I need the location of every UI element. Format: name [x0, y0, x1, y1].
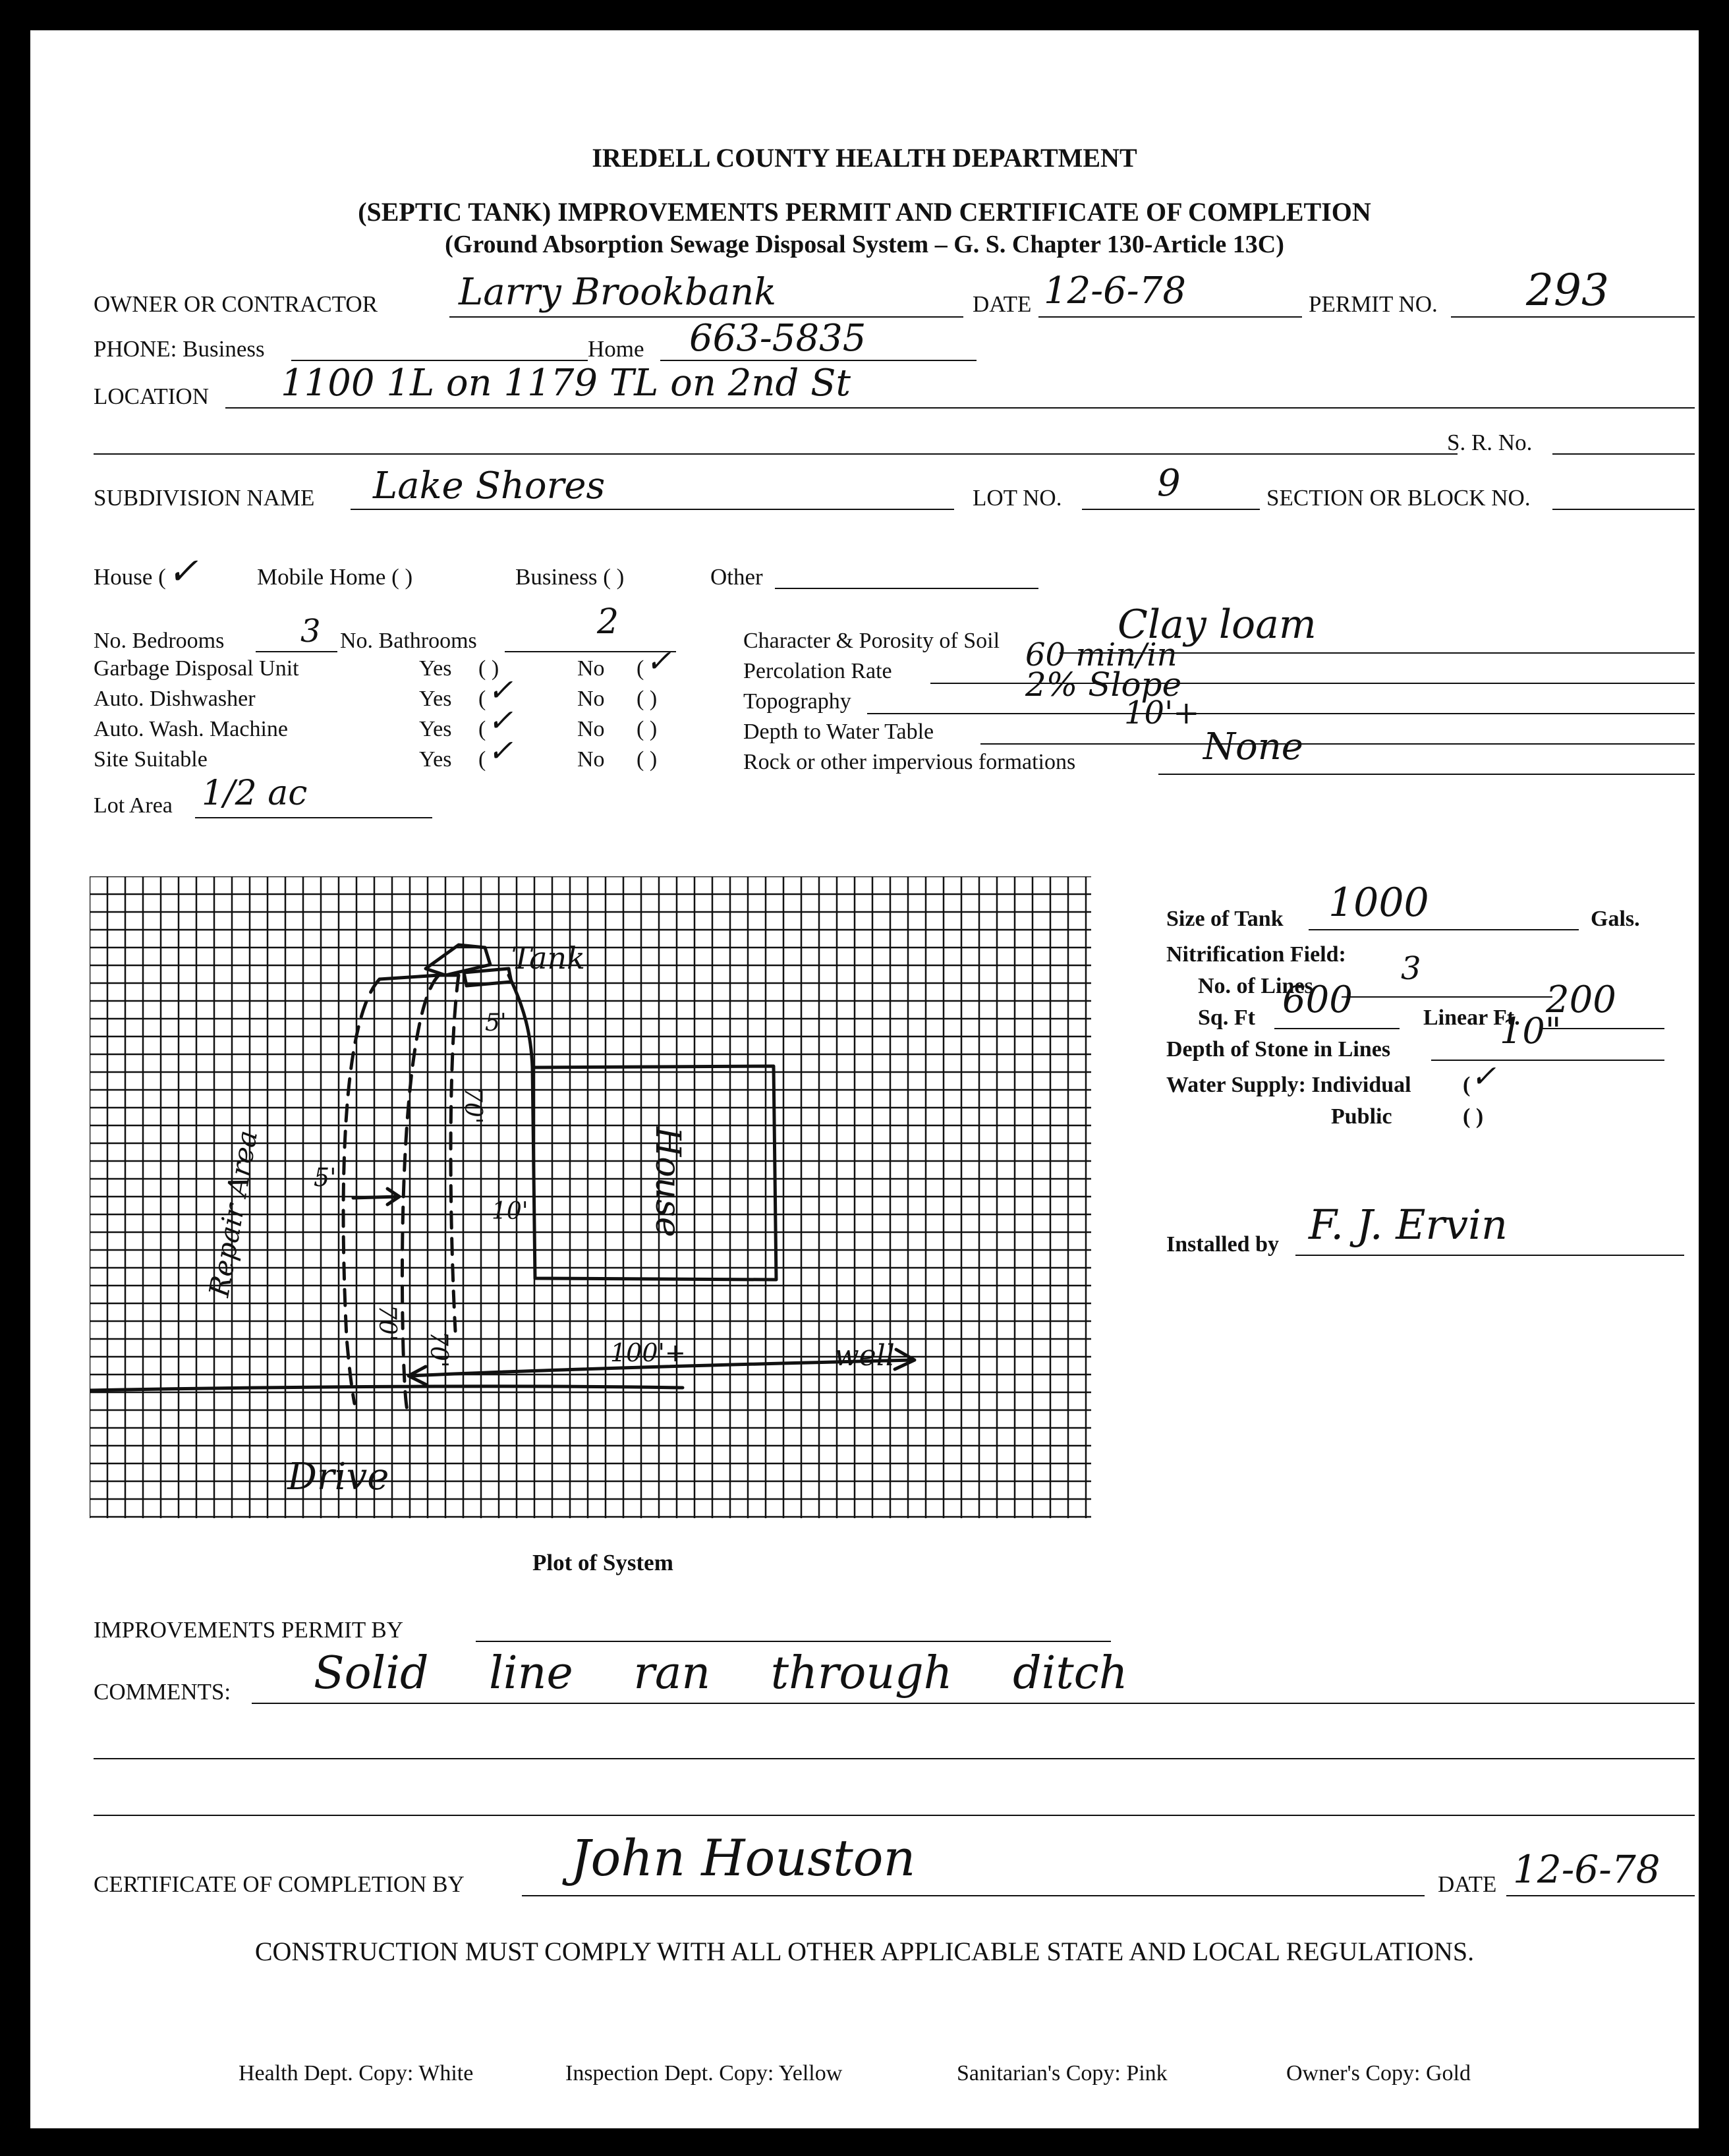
- lines-line: [1342, 996, 1552, 998]
- site-label: Site Suitable: [94, 747, 208, 772]
- home-phone-value[interactable]: 663-5835: [689, 317, 866, 360]
- installed-by-label: Installed by: [1166, 1232, 1279, 1257]
- compliance-notice: CONSTRUCTION MUST COMPLY WITH ALL OTHER APPLICABLE STATE AND LOCAL REGULATIONS.: [254, 1937, 1475, 1966]
- site-yes-box[interactable]: (: [478, 747, 486, 772]
- topography-line: [867, 713, 1695, 714]
- comments-line-3: [94, 1815, 1695, 1816]
- stone-depth-label: Depth of Stone in Lines: [1166, 1037, 1391, 1062]
- lot-label: LOT NO.: [973, 485, 1062, 511]
- dishwasher-yes-box[interactable]: (: [478, 687, 486, 711]
- certificate-date-line: [1506, 1895, 1695, 1896]
- washer-yes-box[interactable]: (: [478, 717, 486, 741]
- tank-size-label: Size of Tank: [1166, 907, 1284, 931]
- sqft-value[interactable]: 600: [1282, 979, 1353, 1021]
- water-supply-label: Water Supply: Individual: [1166, 1073, 1411, 1097]
- tank-size-value[interactable]: 1000: [1328, 880, 1429, 926]
- garbage-yes-box[interactable]: ( ): [478, 656, 499, 681]
- washer-yes-checkmark[interactable]: ✓: [488, 702, 513, 738]
- water-table-line: [980, 743, 1695, 745]
- water-table-value[interactable]: 10'+: [1124, 695, 1200, 731]
- form-subtitle: (Ground Absorption Sewage Disposal System – G. S. Chapter 130-Article 13C): [445, 231, 1284, 258]
- bedrooms-line: [256, 651, 337, 652]
- permit-by-line: [476, 1641, 1111, 1642]
- phone-business-label: PHONE: Business: [94, 336, 265, 362]
- offset-arrow: [353, 1197, 398, 1198]
- water-public-label: Public: [1331, 1104, 1392, 1129]
- permit-label: PERMIT NO.: [1309, 291, 1438, 317]
- topography-label: Topography: [743, 689, 851, 714]
- soil-value[interactable]: Clay loam: [1118, 602, 1317, 648]
- plot-offset-a: 5': [314, 1163, 337, 1192]
- section-label: SECTION OR BLOCK NO.: [1266, 485, 1531, 511]
- installed-by-value[interactable]: F. J. Ervin: [1309, 1201, 1508, 1249]
- location-value[interactable]: 1100 1L on 1179 TL on 2nd St: [281, 362, 851, 405]
- plot-repair-area: Repair Area: [202, 1127, 264, 1299]
- site-no-box[interactable]: ( ): [637, 747, 658, 772]
- owner-copy: Owner's Copy: Gold: [1286, 2061, 1471, 2085]
- rock-label: Rock or other impervious formations: [743, 750, 1076, 774]
- lot-area-value[interactable]: 1/2 ac: [202, 774, 308, 813]
- form-title: (SEPTIC TANK) IMPROVEMENTS PERMIT AND CERTIFICATE OF COMPLETION: [358, 197, 1371, 227]
- owner-value[interactable]: Larry Brookbank: [459, 271, 777, 314]
- perc-label: Percolation Rate: [743, 659, 892, 683]
- plot-drive-label: Drive: [287, 1456, 389, 1498]
- plot-offset-b: 5': [485, 1009, 507, 1036]
- phone-business-line: [291, 360, 588, 361]
- plot-line-length-a: 70': [374, 1305, 401, 1342]
- perc-value[interactable]: 60 min/in: [1025, 637, 1177, 673]
- department-title: IREDELL COUNTY HEALTH DEPARTMENT: [592, 143, 1137, 173]
- house-checkmark[interactable]: ✓: [167, 550, 198, 593]
- tank-size-line: [1309, 929, 1579, 930]
- site-no: No: [577, 747, 605, 772]
- comments-value[interactable]: Solid line ran through ditch: [314, 1647, 1128, 1699]
- bedrooms-value[interactable]: 3: [300, 613, 321, 650]
- lot-area-line: [195, 817, 432, 818]
- subdivision-line: [351, 509, 954, 510]
- sr-label: S. R. No.: [1447, 430, 1533, 455]
- plot-line-length-c: 70': [459, 1087, 486, 1124]
- permit-value[interactable]: 293: [1526, 265, 1609, 316]
- location-label: LOCATION: [94, 383, 209, 409]
- garbage-yes: Yes: [419, 656, 452, 681]
- certificate-by-label: CERTIFICATE OF COMPLETION BY: [94, 1871, 465, 1897]
- date-line: [1038, 316, 1302, 318]
- garbage-no-checkmark[interactable]: ✓: [646, 643, 671, 679]
- stone-depth-line: [1431, 1060, 1664, 1061]
- rock-value[interactable]: None: [1203, 725, 1303, 768]
- sqft-line: [1274, 1028, 1400, 1029]
- rock-line: [1158, 774, 1695, 775]
- dishwasher-label: Auto. Dishwasher: [94, 687, 256, 711]
- water-table-label: Depth to Water Table: [743, 720, 934, 744]
- comments-label: COMMENTS:: [94, 1679, 231, 1705]
- lot-area-label: Lot Area: [94, 793, 173, 818]
- date-label: DATE: [973, 291, 1032, 317]
- plot-offset-c: 10': [492, 1198, 528, 1225]
- dishwasher-no-box[interactable]: ( ): [637, 687, 658, 711]
- comments-line-2: [94, 1758, 1695, 1759]
- installed-by-line: [1295, 1255, 1684, 1256]
- site-yes: Yes: [419, 747, 452, 772]
- lines-label: No. of Lines: [1198, 974, 1313, 998]
- plot-well-distance: 100'+: [610, 1338, 686, 1367]
- plot-tank-label: Tank: [511, 940, 586, 976]
- nitrification-label: Nitrification Field:: [1166, 942, 1346, 967]
- house-label: House (: [94, 564, 166, 590]
- garbage-no-box[interactable]: (: [637, 656, 644, 681]
- dishwasher-yes-checkmark[interactable]: ✓: [488, 672, 513, 708]
- washer-no: No: [577, 717, 605, 741]
- water-individual-checkmark[interactable]: ✓: [1471, 1058, 1496, 1094]
- permit-by-label: IMPROVEMENTS PERMIT BY: [94, 1617, 403, 1643]
- mobile-home-option[interactable]: Mobile Home ( ): [257, 564, 413, 590]
- washer-no-box[interactable]: ( ): [637, 717, 658, 741]
- owner-label: OWNER OR CONTRACTOR: [94, 291, 378, 317]
- gals-label: Gals.: [1591, 907, 1640, 931]
- sr-line: [1552, 453, 1695, 455]
- sanitarian-copy: Sanitarian's Copy: Pink: [957, 2061, 1168, 2085]
- inspection-dept-copy: Inspection Dept. Copy: Yellow: [565, 2061, 843, 2085]
- dishwasher-no: No: [577, 687, 605, 711]
- plot-line-length-b: 70': [425, 1331, 452, 1368]
- other-line: [775, 588, 1038, 589]
- lot-line: [1082, 509, 1260, 510]
- topography-value[interactable]: 2% Slope: [1025, 666, 1182, 704]
- linear-ft-value[interactable]: 200: [1546, 979, 1616, 1021]
- plot-well-label: well: [834, 1339, 895, 1373]
- nitrification-line-3: [451, 975, 459, 1331]
- certificate-date-value[interactable]: 12-6-78: [1513, 1847, 1660, 1892]
- home-phone-line: [660, 360, 977, 361]
- plot-caption: Plot of System: [532, 1550, 673, 1575]
- sqft-label: Sq. Ft: [1198, 1006, 1255, 1030]
- subdivision-label: SUBDIVISION NAME: [94, 485, 315, 511]
- dishwasher-yes: Yes: [419, 687, 452, 711]
- other-label: Other: [710, 564, 763, 590]
- lot-value[interactable]: 9: [1157, 462, 1181, 505]
- section-line: [1552, 509, 1695, 510]
- certificate-signature[interactable]: John Houston: [571, 1829, 916, 1887]
- location-line: [225, 407, 1695, 409]
- water-public-box[interactable]: ( ): [1463, 1104, 1484, 1129]
- certificate-date-label: DATE: [1438, 1871, 1497, 1897]
- bathrooms-value[interactable]: 2: [597, 602, 619, 642]
- garbage-no: No: [577, 656, 605, 681]
- home-phone-label: Home: [588, 336, 644, 362]
- soil-label: Character & Porosity of Soil: [743, 629, 1000, 653]
- location-line-2: [94, 453, 1458, 455]
- water-individual-box[interactable]: (: [1463, 1073, 1471, 1097]
- linear-ft-label: Linear Ft.: [1423, 1006, 1520, 1030]
- date-value[interactable]: 12-6-78: [1044, 270, 1186, 312]
- health-dept-copy: Health Dept. Copy: White: [239, 2061, 474, 2085]
- bedrooms-label: No. Bedrooms: [94, 629, 225, 653]
- certificate-by-line: [522, 1895, 1425, 1896]
- bathrooms-label: No. Bathrooms: [340, 629, 477, 653]
- comments-line-1: [252, 1703, 1695, 1704]
- garbage-label: Garbage Disposal Unit: [94, 656, 299, 681]
- stone-depth-value[interactable]: 10": [1500, 1010, 1562, 1052]
- washer-label: Auto. Wash. Machine: [94, 717, 289, 741]
- washer-yes: Yes: [419, 717, 452, 741]
- lines-value[interactable]: 3: [1401, 950, 1421, 987]
- permit-line: [1451, 316, 1695, 318]
- plot-house-label: House: [648, 1127, 687, 1237]
- plot-grid: [90, 876, 1091, 1518]
- site-yes-checkmark[interactable]: ✓: [488, 733, 513, 768]
- business-option[interactable]: Business ( ): [515, 564, 625, 590]
- permit-form: [30, 30, 1699, 2128]
- subdivision-value[interactable]: Lake Shores: [373, 465, 606, 507]
